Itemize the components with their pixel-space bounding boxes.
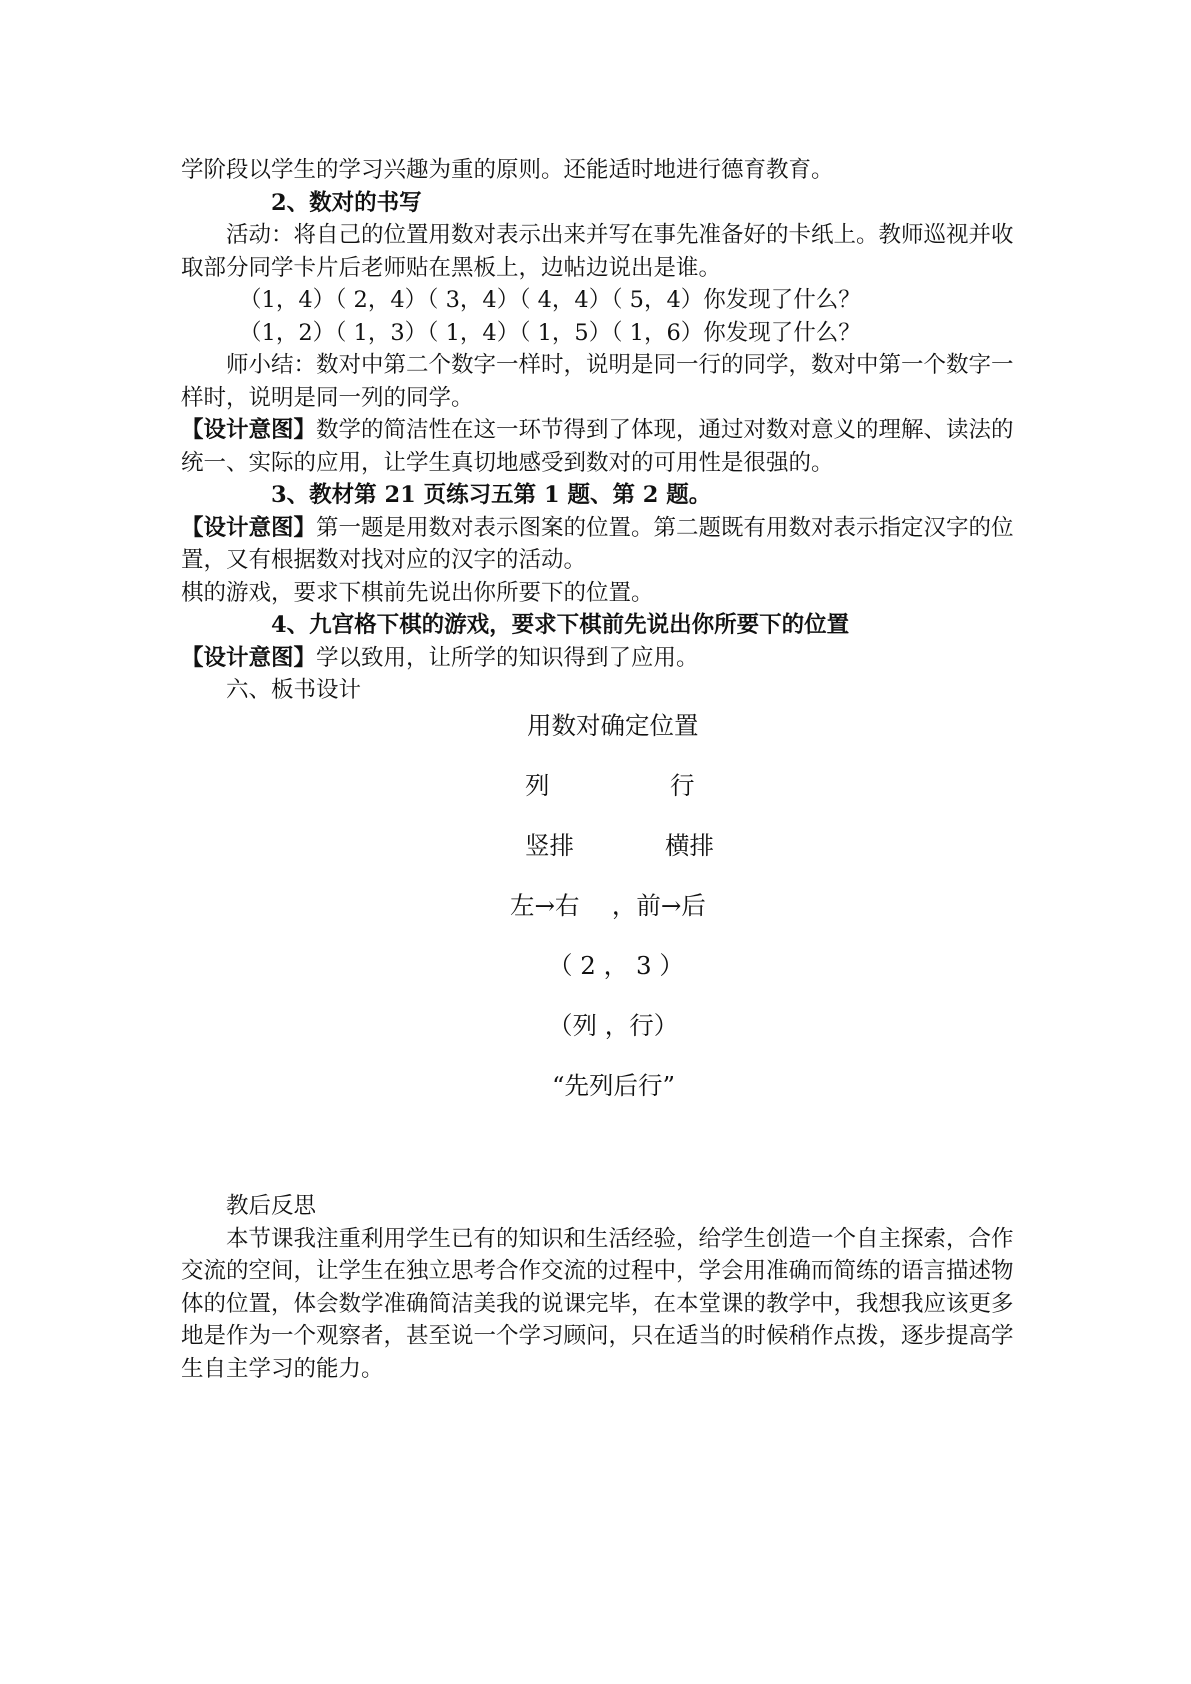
paragraph-continuation: 学阶段以学生的学习兴趣为重的原则。还能适时地进行德育教育。 <box>181 157 834 183</box>
paragraph-design-intent-2 <box>181 512 1021 577</box>
design-intent-label: 【设计意图】 <box>181 514 317 541</box>
paragraph-activity: 活动：将自己的位置用数对表示出来并写在事先准备好的卡纸上。教师巡视并收取部分同学卡片后老师贴在黑板上，边帖边说出是谁。 <box>181 222 1014 281</box>
design-intent-text: 学以致用，让所学的知识得到了应用。 <box>316 644 699 671</box>
teaching-reflection <box>181 1190 1021 1385</box>
heading-textbook-exercise: 3、教材第 21 页练习五第 1 题、第 2 题。 <box>271 482 712 508</box>
board-example-pair: （ 2 ， 3 ） <box>548 951 684 980</box>
board-direction: 左→右 ，前→后 <box>510 891 706 920</box>
heading-nine-grid-game: 4、九宫格下棋的游戏，要求下棋前先说出你所要下的位置 <box>271 612 850 638</box>
design-intent-label: 【设计意图】 <box>181 417 317 443</box>
board-row-label: 行 <box>670 771 695 800</box>
reflection-text: 本节课我注重利用学生已有的知识和生活经验，给学生创造一个自主探索，合作交流的空间，让学生在独立思考合作交流的过程中，学会用准确而简练的语言描述物体的位置，体会数学准确简洁美我的说课完毕，在本堂课的教学中，我想我应该更多地是作为一个观察者，甚至说一个学习顾问，只在适当的时候稍作点拨，逐步提高学生自主学习的能力。 <box>181 1225 1014 1382</box>
board-row-description: 横排 <box>665 831 714 860</box>
paragraph-design-intent-1 <box>181 414 1021 479</box>
board-column-description: 竖排 <box>525 831 574 860</box>
number-pairs-row-1: （1，4）（ 2，4）（ 3，4）（ 4，4）（ 5，4）你发现了什么？ <box>239 287 861 313</box>
number-pairs-row-2: （1，2）（ 1，3）（ 1，4）（ 1，5）（ 1，6）你发现了什么？ <box>239 319 861 346</box>
board-title: 用数对确定位置 <box>527 711 699 740</box>
board-column-label: 列 <box>525 771 550 800</box>
board-rule: “先列后行” <box>552 1071 676 1100</box>
reflection-title: 教后反思 <box>226 1193 317 1219</box>
lesson-body <box>181 154 1021 707</box>
paragraph-chess-game: 棋的游戏，要求下棋前先说出你所要下的位置。 <box>181 579 654 606</box>
paragraph-design-intent-3 <box>181 642 1021 675</box>
heading-number-pair-writing: 2、数对的书写 <box>271 189 422 216</box>
paragraph-teacher-summary: 师小结：数对中第二个数字一样时，说明是同一行的同学，数对中第一个数字一样时，说明是同一列的同学。 <box>181 352 1014 411</box>
design-intent-text: 数学的简洁性在这一环节得到了体现，通过对数对意义的理解、读法的统一、实际的应用，让学生真切地感受到数对的可用性是很强的。 <box>181 417 1014 476</box>
section-board-design: 六、板书设计 <box>226 677 362 703</box>
board-pair-meaning: （列 ，行） <box>548 1011 679 1040</box>
design-intent-text: 第一题是用数对表示图案的位置。第二题既有用数对表示指定汉字的位置，又有根据数对找对应的汉字的活动。 <box>181 514 1014 573</box>
design-intent-label: 【设计意图】 <box>181 644 317 671</box>
